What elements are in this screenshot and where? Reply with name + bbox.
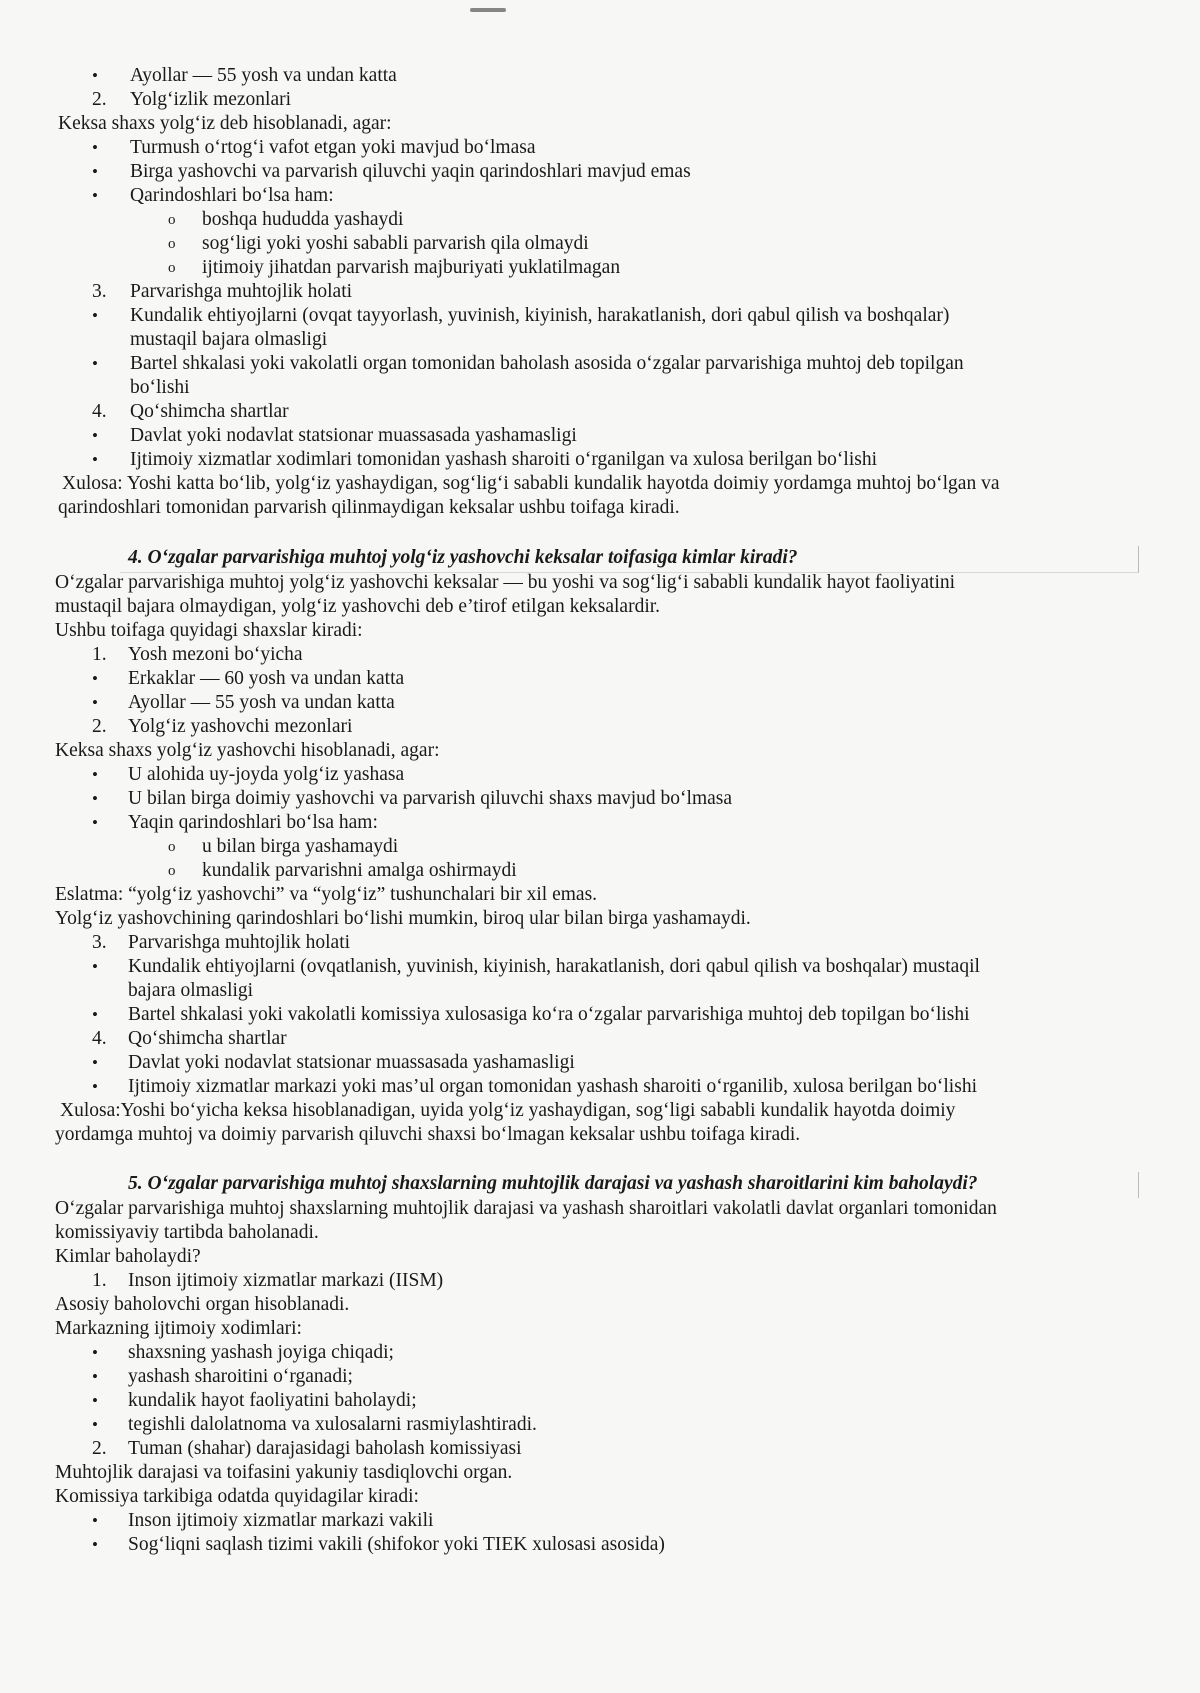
list-item: Birga yashovchi va parvarish qiluvchi yaqin qarindoshlari mavjud emas <box>130 161 691 182</box>
note-paragraph: Yolg‘iz yashovchining qarindoshlari bo‘lishi mumkin, biroq ular bilan birga yashamaydi. <box>55 908 751 929</box>
note-paragraph: Eslatma: “yolg‘iz yashovchi” va “yolg‘iz” tushunchalari bir xil emas. <box>55 884 598 905</box>
list-item: Ayollar — 55 yosh va undan katta <box>130 65 397 86</box>
section-heading-4: 4. O‘zgalar parvarishiga muhtoj yolg‘iz yashovchi keksalar toifasiga kimlar kiradi? <box>128 547 798 568</box>
subsection-title: Parvarishga muhtojlik holati <box>128 932 351 953</box>
subsection-title: Inson ijtimoiy xizmatlar markazi (IISM) <box>128 1270 444 1291</box>
bullet: • <box>92 1077 98 1096</box>
sub-bullet: o <box>168 863 176 879</box>
bullet: • <box>92 1343 98 1362</box>
bullet: • <box>92 789 98 808</box>
bullet: • <box>92 66 98 85</box>
list-number: 1. <box>92 1270 107 1291</box>
paragraph: Keksa shaxs yolg‘iz yashovchi hisoblanadi, agar: <box>55 740 440 761</box>
paragraph: O‘zgalar parvarishiga muhtoj yolg‘iz yashovchi keksalar — bu yoshi va sog‘lig‘i sababli kundalik hayot faoliyatini <box>55 572 956 593</box>
paragraph: O‘zgalar parvarishiga muhtoj shaxslarning muhtojlik darajasi va yashash sharoitlari vakolatli davlat organlari tomonidan <box>55 1198 997 1219</box>
bullet: • <box>92 813 98 832</box>
list-number: 1. <box>92 644 107 665</box>
subsection-title: Qo‘shimcha shartlar <box>130 401 289 422</box>
bullet: • <box>92 306 98 325</box>
bullet: • <box>92 1053 98 1072</box>
list-item-continuation: mustaqil bajara olmasligi <box>130 329 328 350</box>
paragraph: Keksa shaxs yolg‘iz deb hisoblanadi, agar: <box>58 113 392 134</box>
paragraph: mustaqil bajara olmaydigan, yolg‘iz yashovchi deb e’tirof etilgan keksalardir. <box>55 596 661 617</box>
bullet: • <box>92 138 98 157</box>
sub-bullet: o <box>168 212 176 228</box>
sub-list-item: kundalik parvarishni amalga oshirmaydi <box>202 860 517 881</box>
list-item: Ijtimoiy xizmatlar markazi yoki mas’ul organ tomonidan yashash sharoiti o‘rganilib, xulosa berilgan bo‘lishi <box>128 1076 977 1097</box>
subsection-title: Yolg‘iz yashovchi mezonlari <box>128 716 353 737</box>
bullet: • <box>92 669 98 688</box>
list-number: 3. <box>92 281 107 302</box>
list-item: Qarindoshlari bo‘lsa ham: <box>130 185 334 206</box>
bullet: • <box>92 1535 98 1554</box>
list-number: 2. <box>92 89 107 110</box>
bullet: • <box>92 693 98 712</box>
bullet: • <box>92 957 98 976</box>
conclusion-paragraph: Xulosa:Yoshi bo‘yicha keksa hisoblanadigan, uyida yolg‘iz yashaydigan, sog‘ligi sababli kundalik hayotda doimiy <box>60 1100 956 1121</box>
conclusion-paragraph: qarindoshlari tomonidan parvarish qilinmaydigan keksalar ushbu toifaga kiradi. <box>58 497 680 518</box>
list-item: Inson ijtimoiy xizmatlar markazi vakili <box>128 1510 434 1531</box>
bullet: • <box>92 186 98 205</box>
list-item: Yaqin qarindoshlari bo‘lsa ham: <box>128 812 378 833</box>
list-number: 4. <box>92 1028 107 1049</box>
subsection-title: Tuman (shahar) darajasidagi baholash komissiyasi <box>128 1438 522 1459</box>
paragraph: Kimlar baholaydi? <box>55 1246 201 1267</box>
bullet: • <box>92 354 98 373</box>
list-item: Ayollar — 55 yosh va undan katta <box>128 692 395 713</box>
list-item: tegishli dalolatnoma va xulosalarni rasmiylashtiradi. <box>128 1414 537 1435</box>
list-item: Ijtimoiy xizmatlar xodimlari tomonidan yashash sharoiti o‘rganilgan va xulosa berilgan bo‘lishi <box>130 449 877 470</box>
bullet: • <box>92 1005 98 1024</box>
sub-bullet: o <box>168 236 176 252</box>
subsection-title: Yosh mezoni bo‘yicha <box>128 644 303 665</box>
sub-list-item: u bilan birga yashamaydi <box>202 836 399 857</box>
list-item-continuation: bajara olmasligi <box>128 980 254 1001</box>
list-item: Bartel shkalasi yoki vakolatli komissiya xulosasiga ko‘ra o‘zgalar parvarishiga muhtoj deb topilgan bo‘lishi <box>128 1004 970 1025</box>
subsection-title: Yolg‘izlik mezonlari <box>130 89 292 110</box>
sub-bullet: o <box>168 839 176 855</box>
list-item: Davlat yoki nodavlat statsionar muassasada yashamasligi <box>128 1052 575 1073</box>
paragraph: Asosiy baholovchi organ hisoblanadi. <box>55 1294 350 1315</box>
list-item-continuation: bo‘lishi <box>130 377 190 398</box>
bullet: • <box>92 162 98 181</box>
section-heading-5: 5. O‘zgalar parvarishiga muhtoj shaxslarning muhtojlik darajasi va yashash sharoitlarini kim baholaydi? <box>128 1173 978 1194</box>
conclusion-paragraph: Xulosa: Yoshi katta bo‘lib, yolg‘iz yashaydigan, sog‘lig‘i sababli kundalik hayotda doimiy yordamga muhtoj bo‘lgan va <box>62 473 1000 494</box>
list-number: 2. <box>92 716 107 737</box>
bullet: • <box>92 450 98 469</box>
paragraph: Markazning ijtimoiy xodimlari: <box>55 1318 302 1339</box>
bullet: • <box>92 1511 98 1530</box>
bullet: • <box>92 765 98 784</box>
list-item: Erkaklar — 60 yosh va undan katta <box>128 668 405 689</box>
paragraph: komissiyaviy tartibda baholanadi. <box>55 1222 319 1243</box>
paragraph: Muhtojlik darajasi va toifasini yakuniy tasdiqlovchi organ. <box>55 1462 513 1483</box>
list-number: 3. <box>92 932 107 953</box>
list-item: Davlat yoki nodavlat statsionar muassasada yashamasligi <box>130 425 577 446</box>
list-number: 2. <box>92 1438 107 1459</box>
sub-bullet: o <box>168 260 176 276</box>
list-item: Turmush o‘rtog‘i vafot etgan yoki mavjud bo‘lmasa <box>130 137 536 158</box>
subsection-title: Parvarishga muhtojlik holati <box>130 281 353 302</box>
paragraph: Komissiya tarkibiga odatda quyidagilar kiradi: <box>55 1486 419 1507</box>
scan-artifact <box>470 8 506 12</box>
list-number: 4. <box>92 401 107 422</box>
bullet: • <box>92 1415 98 1434</box>
sub-list-item: sog‘ligi yoki yoshi sababli parvarish qila olmaydi <box>202 233 589 254</box>
sub-list-item: ijtimoiy jihatdan parvarish majburiyati yuklatilmagan <box>202 257 621 278</box>
list-item: yashash sharoitini o‘rganadi; <box>128 1366 353 1387</box>
sub-list-item: boshqa hududda yashaydi <box>202 209 404 230</box>
list-item: U bilan birga doimiy yashovchi va parvarish qiluvchi shaxs mavjud bo‘lmasa <box>128 788 733 809</box>
bullet: • <box>92 1367 98 1386</box>
list-item: Bartel shkalasi yoki vakolatli organ tomonidan baholash asosida o‘zgalar parvarishiga muhtoj deb topilgan <box>130 353 964 374</box>
conclusion-paragraph: yordamga muhtoj va doimiy parvarish qiluvchi shaxsi bo‘lmagan keksalar ushbu toifaga kiradi. <box>55 1124 801 1145</box>
subsection-title: Qo‘shimcha shartlar <box>128 1028 287 1049</box>
list-item: shaxsning yashash joyiga chiqadi; <box>128 1342 394 1363</box>
list-item: Sog‘liqni saqlash tizimi vakili (shifokor yoki TIEK xulosasi asosida) <box>128 1534 665 1555</box>
bullet: • <box>92 1391 98 1410</box>
list-item: kundalik hayot faoliyatini baholaydi; <box>128 1390 417 1411</box>
list-item: U alohida uy-joyda yolg‘iz yashasa <box>128 764 405 785</box>
paragraph: Ushbu toifaga quyidagi shaxslar kiradi: <box>55 620 363 641</box>
list-item: Kundalik ehtiyojlarni (ovqatlanish, yuvinish, kiyinish, harakatlanish, dori qabul qilish va boshqalar) mustaqil <box>128 956 980 977</box>
bullet: • <box>92 426 98 445</box>
list-item: Kundalik ehtiyojlarni (ovqat tayyorlash, yuvinish, kiyinish, harakatlanish, dori qabul qilish va boshqalar) <box>130 305 950 326</box>
